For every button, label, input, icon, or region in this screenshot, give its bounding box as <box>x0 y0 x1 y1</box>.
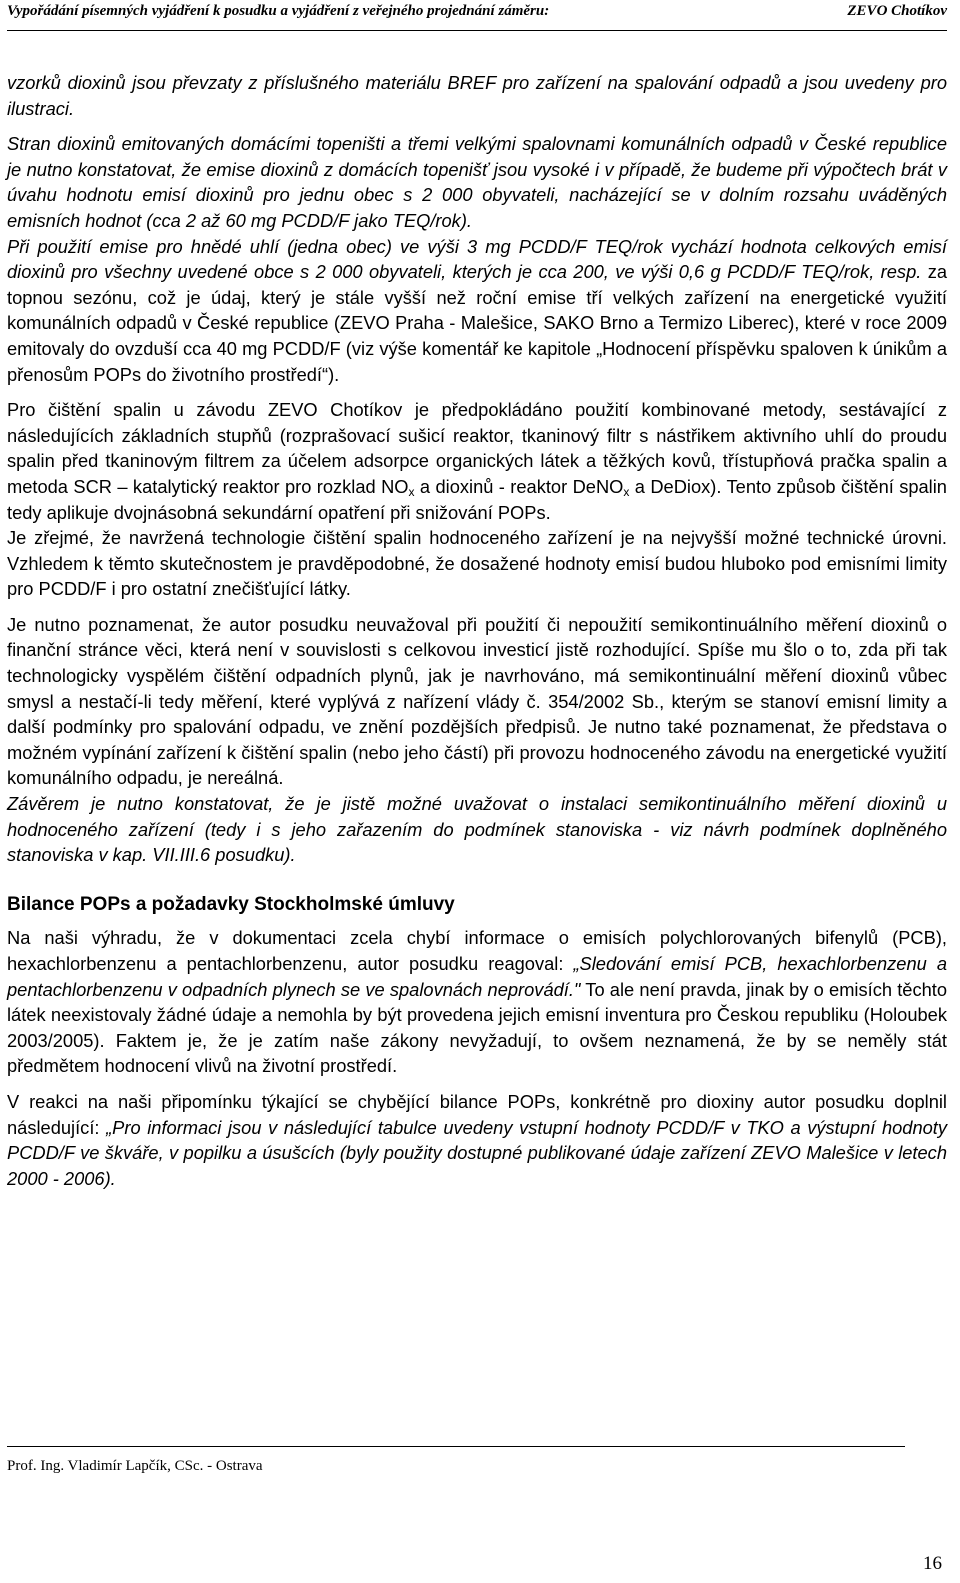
text-segment: a DeDiox). Tento způsob čištění spalin tedy aplikuje dvojnásobná sekundární opatření při snižování POPs. <box>7 475 947 523</box>
paragraph-semicontinuous-measurement: Je nutno poznamenat, že autor posudku neuvažoval při použití či nepoužití semikontinuálního měření dioxinů o finanční stránce věci, která není v souvislosti s celkovou investicí jistě rozhodující. Spíše mu šlo o to, zda při tak technologicky vyspělém čištění odpadních plynů, jak je navrhováno, má semikontinuální měření dioxinů vůbec smysl a nestačí-li tedy měření, které vyplývá z nařízení vlády č. 354/2002 Sb., kterým se stanoví emisní limity a další podmínky pro spalování odpadu, ve znění pozdějších předpisů. Je nutno také poznamenat, že představa o možném vypínání zařízení k čištění spalin (nebo jeho částí) při provozu hodnoceného závodu na energetické využití komunálního odpadu, je nereálná. <box>7 613 947 789</box>
paragraph-flue-gas-cleaning <box>7 397 947 525</box>
paragraph-conclusion: Závěrem je nutno konstatovat, že je jistě možné uvažovat o instalaci semikontinuálního měření dioxinů u hodnoceného zařízení (tedy i s jeho zařazením do podmínek stanoviska - viz návrh podmínek doplněného stanoviska v kap. VII.III.6 posudku). <box>7 793 947 866</box>
subscript: x <box>623 484 630 499</box>
text-segment: V reakci na naši připomínku týkající se chybějící bilance POPs, konkrétně pro dioxiny autor posudku doplnil následující: <box>7 1090 947 1138</box>
header-project: ZEVO Chotíkov <box>847 3 947 19</box>
text-segment: Na naši výhradu, že v dokumentaci zcela chybí informace o emisích polychlorovaných bifenylů (PCB), hexachlorbenzenu a pentachlorbenzenu, autor posudku reagoval: <box>7 927 947 974</box>
page-number: 16 <box>923 1553 942 1574</box>
section-heading: Bilance POPs a požadavky Stockholmské úmluvy <box>7 893 455 915</box>
paragraph-pops-balance <box>7 1089 947 1191</box>
page-header <box>7 0 947 31</box>
header-title: Vypořádání písemných vyjádření k posudku a vyjádření z veřejného projednání záměru: <box>7 3 550 19</box>
paragraph-domestic-heating: Stran dioxinů emitovaných domácími topeništi a třemi velkými spalovnami komunálních odpadů v České republice je nutno konstatovat, že emise dioxinů z domácích topenišť jsou vysoké i v případě, že budeme při výpočtech brát v úvahu hodnotu emisí dioxinů pro jednu obec s 2 000 obyvateli, nacházející se v dolním rozsahu uváděných emisních hodnot (cca 2 až 60 mg PCDD/F jako TEQ/rok). <box>7 133 947 231</box>
subscript: x <box>408 484 415 499</box>
paragraph-pcb-objection <box>7 925 947 1079</box>
footer-author: Prof. Ing. Vladimír Lapčík, CSc. - Ostrava <box>7 1458 263 1474</box>
text-segment: a dioxinů - reaktor DeNO <box>414 475 624 497</box>
paragraph-brown-coal-part2: za topnou sezónu, což je údaj, který je stále vyšší než roční emise tří velkých zařízení na energetické využití komunálních odpadů v České republice (ZEVO Praha - Malešice, SAKO Brno a Termizo Liberec), které v roce 2009 emitovaly do ovzduší cca 40 mg PCDD/F (viz výše komentář ke kapitole „Hodnocení příspěvku spaloven k únikům a přenosům POPs do životního prostředí“). <box>7 261 947 385</box>
text-segment: Pro čištění spalin u závodu ZEVO Chotíkov je předpokládáno použití kombinované metody, sestávající z následujících základních stupňů (rozprašovací sušicí reaktor, tkaninový filtr s nástřikem aktivního uhlí do proudu spalin před tkaninovým filtrem za účelem adsorpce organických látek a těžkých kovů, třístupňová pračka spalin a metoda SCR – katalytický reaktor pro rozklad NO <box>7 399 947 497</box>
footer-divider <box>7 1446 905 1447</box>
paragraph-technology-level: Je zřejmé, že navržená technologie čištění spalin hodnoceného zařízení je na nejvyšší možné technické úrovni. Vzhledem k těmto skutečnostem je pravděpodobné, že dosažené hodnoty emisí budou hluboko pod emisními limity pro PCDD/F i pro ostatní znečišťující látky. <box>7 527 947 600</box>
paragraph-brown-coal <box>7 234 947 388</box>
quote-segment: „Pro informaci jsou v následující tabulce uvedeny vstupní hodnoty PCDD/F v TKO a výstupní hodnoty PCDD/F ve škváře, v popilku a úsušcích (byly použity dostupné publikované údaje zařízení ZEVO Malešice v letech 2000 - 2006). <box>7 1116 947 1189</box>
paragraph-brown-coal-part1: Při použití emise pro hnědé uhlí (jedna obec) ve výši 3 mg PCDD/F TEQ/rok vychází hodnota celkových emisí dioxinů pro všechny uvedené obce s 2 000 obyvateli, kterých je cca 200, ve výši 0,6 g PCDD/F TEQ/rok, resp. <box>7 235 947 283</box>
text-segment: To ale není pravda, jinak by o emisích těchto látek neexistovaly žádné údaje a nemohla by být provedena jejich emisní inventura pro Českou republiku (Holoubek 2003/2005). Faktem je, že je zatím naše zákony nevyžadují, to ovšem neznamená, že by se neměly stát předmětem hodnocení vlivů na životní prostředí. <box>7 978 948 1077</box>
paragraph-bref-note: vzorků dioxinů jsou převzaty z příslušného materiálu BREF pro zařízení na spalování odpadů a jsou uvedeny pro ilustraci. <box>7 72 947 119</box>
quote-segment: „Sledování emisí PCB, hexachlorbenzenu a pentachlorbenzenu v odpadních plynech se ve spalovnách neprovádí." <box>7 953 947 1000</box>
document-body <box>7 70 947 1191</box>
